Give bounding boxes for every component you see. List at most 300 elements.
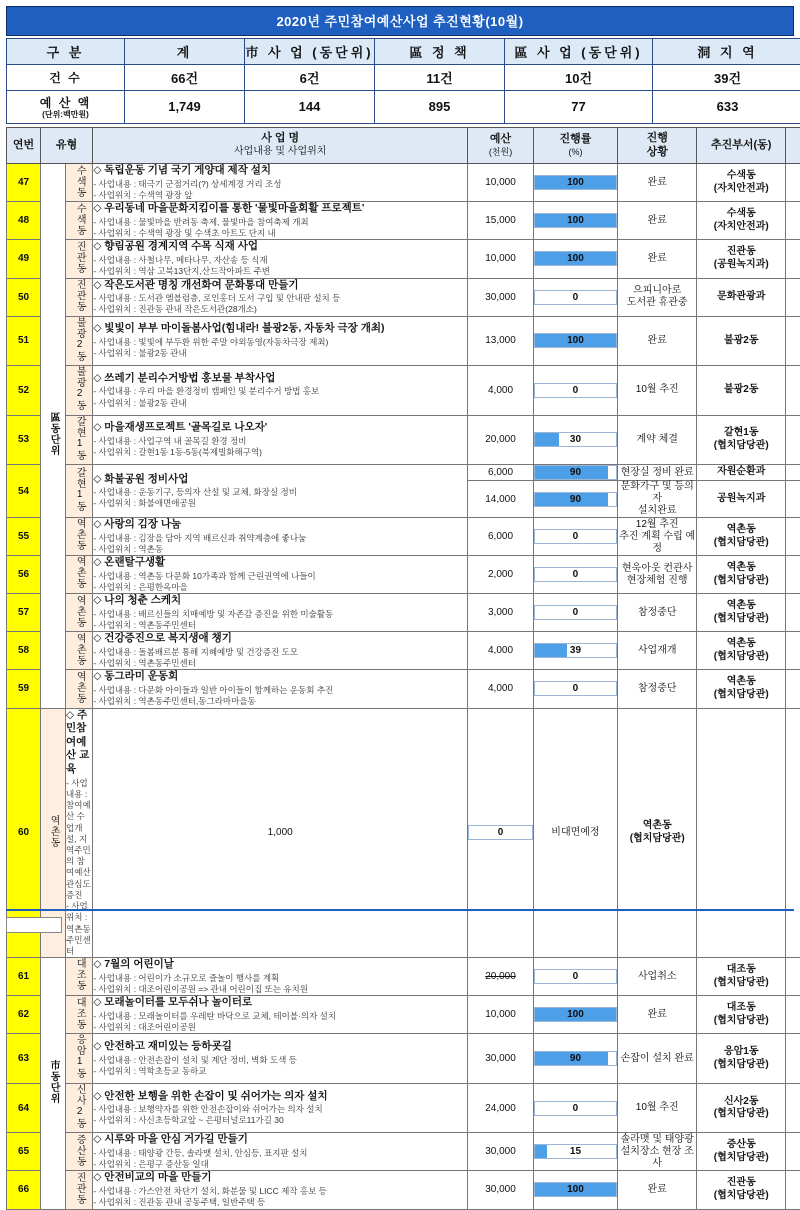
table-row bbox=[7, 1171, 800, 1209]
progress-bar bbox=[534, 529, 617, 544]
progress-cell bbox=[533, 518, 617, 556]
table-row bbox=[7, 1083, 800, 1133]
progress-value: 0 bbox=[535, 1102, 616, 1115]
progress-bar bbox=[534, 333, 617, 348]
project-description: - 사업내용 : 사업구역 내 골목길 환경 정비 - 사업위치 : 갈현1동 1동-5동(북제빌화해구역) bbox=[93, 436, 467, 458]
progress-cell bbox=[533, 202, 617, 240]
row-number: 51 bbox=[7, 316, 41, 366]
progress-cell bbox=[533, 1171, 617, 1209]
project-description: - 사업내용 : 역촌동 다문화 10가족과 함께 근린권역에 나들이 - 사업위치 : 은평한옥마을 bbox=[93, 571, 467, 593]
row-tail bbox=[786, 481, 800, 518]
project-name: ◇ 모래놀이터를 모두쉬나 놀이터로 bbox=[93, 996, 467, 1010]
progress-cell bbox=[533, 1034, 617, 1084]
row-tail bbox=[786, 958, 800, 996]
progress-value: 0 bbox=[469, 826, 532, 839]
project-description: - 사업내용 : 물빛마을 반려동 축제, 물빛마을 참여축제 개최 - 사업위치 : 수색역 광장 및 수색초 아트도 단지 내 bbox=[93, 217, 467, 239]
department-cell: 응암1동 (협치담당관) bbox=[697, 1034, 786, 1084]
budget-cell: 30,000 bbox=[468, 1133, 534, 1171]
project-name: ◇ 사랑의 김장 나눔 bbox=[93, 518, 467, 532]
progress-bar bbox=[534, 383, 617, 398]
project-name-cell bbox=[93, 164, 468, 202]
row-type: 대조동 bbox=[66, 958, 93, 996]
project-name: ◇ 향림공원 경계지역 수목 식재 사업 bbox=[93, 240, 467, 254]
status-cell: 완료 bbox=[617, 240, 696, 278]
row-type: 역촌동 bbox=[66, 594, 93, 632]
table-row bbox=[7, 958, 800, 996]
row-tail bbox=[786, 996, 800, 1034]
progress-cell bbox=[533, 481, 617, 518]
department-cell: 진관동 (협치담당관) bbox=[697, 1171, 786, 1209]
project-description: - 사업내용 : 운동기구, 등의자 산설 및 교체, 화장실 정비 - 사업위치 : 화불애면애공원 bbox=[93, 487, 467, 509]
progress-value: 30 bbox=[535, 433, 616, 446]
project-name-cell bbox=[93, 415, 468, 465]
project-name: ◇ 동그라미 운동회 bbox=[93, 670, 467, 684]
progress-bar bbox=[534, 213, 617, 228]
summary-header-cell-1: 계 bbox=[125, 39, 245, 65]
progress-cell bbox=[533, 632, 617, 670]
department-cell: 신사2동 (협치담당관) bbox=[697, 1083, 786, 1133]
project-description: - 사업내용 : 가스안전 차단기 설치, 화분물 및 LICC 제작 홍보 등 - 사업위치 : 진관동 관내 공동주택, 일반주택 등 bbox=[93, 1186, 467, 1208]
row-number: 58 bbox=[7, 632, 41, 670]
progress-value: 0 bbox=[535, 606, 616, 619]
progress-value: 0 bbox=[535, 384, 616, 397]
table-row bbox=[7, 415, 800, 465]
progress-value: 0 bbox=[535, 530, 616, 543]
progress-value: 90 bbox=[535, 493, 616, 506]
budget-cell: 15,000 bbox=[468, 202, 534, 240]
row-type: 불광2동 bbox=[66, 316, 93, 366]
budget-cell: 30,000 bbox=[468, 1171, 534, 1209]
col-header-name bbox=[93, 127, 468, 164]
col-header-progress bbox=[533, 127, 617, 164]
row-tail bbox=[786, 1034, 800, 1084]
progress-cell bbox=[533, 164, 617, 202]
project-description: - 사업내용 : 태양광 간등, 솔라맷 설치, 안심등, 표지판 설치 - 사업위치 : 은평구 증산동 일대 bbox=[93, 1148, 467, 1170]
project-description: - 사업내용 : 김장을 담아 지역 배르신과 취약계층에 좋나눔 - 사업위치 : 역촌동 bbox=[93, 533, 467, 555]
row-tail bbox=[786, 594, 800, 632]
progress-cell bbox=[533, 958, 617, 996]
progress-bar bbox=[534, 681, 617, 696]
table-row bbox=[7, 518, 800, 556]
project-description: - 사업내용 : 도서관 엠블럼층, 로인홍더 도서 구입 및 안내판 설치 등 - 사업위치 : 진관동 관내 작은도서관(28개소) bbox=[93, 293, 467, 315]
row-type: 진관동 bbox=[66, 278, 93, 316]
row-type: 역촌동 bbox=[41, 708, 66, 958]
project-description: - 사업내용 : 참여예산 수업개설, 지역주민의 참여예산 관심도 증진 - 사업위치 : 역촌동 주민센터 bbox=[66, 778, 92, 958]
table-row bbox=[7, 996, 800, 1034]
project-description: - 사업내용 : 보행약자를 위한 안전손잡이와 쉬어가는 의자 설치 - 사업위치 : 사신초등학교앞 ~ 은평터널로11가길 30 bbox=[93, 1104, 467, 1126]
budget-cell: 24,000 bbox=[468, 1083, 534, 1133]
summary-value-1-2: 895 bbox=[375, 91, 505, 124]
legend-swatch bbox=[6, 917, 62, 933]
row-type: 수색동 bbox=[66, 202, 93, 240]
col-header-status-main: 진행 bbox=[619, 132, 695, 146]
progress-bar bbox=[534, 251, 617, 266]
summary-value-1-3: 77 bbox=[505, 91, 653, 124]
row-type: 갈현1동 bbox=[66, 465, 93, 518]
project-name-cell bbox=[93, 465, 468, 518]
summary-header-cell-3: 區 정 책 bbox=[375, 39, 505, 65]
summary-row-count bbox=[7, 65, 800, 91]
project-name-cell bbox=[93, 1034, 468, 1084]
row-tail bbox=[786, 465, 800, 481]
projects-table-body bbox=[7, 164, 800, 1209]
progress-value: 90 bbox=[535, 1052, 616, 1065]
progress-bar bbox=[534, 1101, 617, 1116]
status-cell: 완료 bbox=[617, 316, 696, 366]
progress-cell bbox=[533, 556, 617, 594]
department-cell: 대조동 (협치담당관) bbox=[697, 958, 786, 996]
summary-row-label-1-main: 예 산 액 bbox=[40, 96, 91, 110]
row-number: 62 bbox=[7, 996, 41, 1034]
budget-cell: 30,000 bbox=[468, 278, 534, 316]
row-number: 66 bbox=[7, 1171, 41, 1209]
project-name-cell bbox=[93, 670, 468, 708]
progress-bar bbox=[534, 432, 617, 447]
table-row bbox=[7, 594, 800, 632]
summary-row-label-1-unit: (단위:백만원) bbox=[7, 111, 124, 120]
col-header-type: 유형 bbox=[41, 127, 93, 164]
status-cell: 계약 체결 bbox=[617, 415, 696, 465]
row-number: 53 bbox=[7, 415, 41, 465]
summary-header-cell-4: 區 사 업 (동단위) bbox=[505, 39, 653, 65]
progress-value: 0 bbox=[535, 970, 616, 983]
progress-bar bbox=[534, 290, 617, 305]
row-type: 응암1동 bbox=[66, 1034, 93, 1084]
project-name: ◇ 화불공원 정비사업 bbox=[93, 473, 467, 487]
page-title: 2020년 주민참여예산사업 추진현황(10월) bbox=[6, 6, 794, 36]
progress-bar bbox=[534, 969, 617, 984]
project-name-cell bbox=[93, 240, 468, 278]
row-tail bbox=[786, 670, 800, 708]
department-cell: 문화관광과 bbox=[697, 278, 786, 316]
row-type: 증산동 bbox=[66, 1133, 93, 1171]
table-row bbox=[7, 465, 800, 481]
status-cell: 문화가구 및 등의자 설치완료 bbox=[617, 481, 696, 518]
row-tail bbox=[786, 632, 800, 670]
budget-cell: 1,000 bbox=[93, 708, 468, 958]
row-number: 64 bbox=[7, 1083, 41, 1133]
progress-cell bbox=[533, 366, 617, 416]
progress-value: 100 bbox=[535, 334, 616, 347]
status-cell: 완료 bbox=[617, 996, 696, 1034]
row-tail bbox=[786, 202, 800, 240]
row-number: 59 bbox=[7, 670, 41, 708]
projects-table bbox=[6, 127, 800, 1210]
row-number: 54 bbox=[7, 465, 41, 518]
col-header-no: 연번 bbox=[7, 127, 41, 164]
department-cell: 수색동 (자치안전과) bbox=[697, 202, 786, 240]
department-cell: 증산동 (협치담당관) bbox=[697, 1133, 786, 1171]
row-type: 수색동 bbox=[66, 164, 93, 202]
status-cell: 으피니아로 도서관 휴관중 bbox=[617, 278, 696, 316]
row-tail bbox=[786, 278, 800, 316]
progress-value: 100 bbox=[535, 1008, 616, 1021]
row-type: 역촌동 bbox=[66, 632, 93, 670]
budget-cell: 20,000 bbox=[468, 415, 534, 465]
department-cell: 역촌동 (협치담당관) bbox=[697, 670, 786, 708]
department-cell: 진관동 (공원녹지과) bbox=[697, 240, 786, 278]
progress-value: 100 bbox=[535, 214, 616, 227]
budget-cell: 10,000 bbox=[468, 996, 534, 1034]
progress-value: 0 bbox=[535, 568, 616, 581]
table-row bbox=[7, 202, 800, 240]
status-cell: 완료 bbox=[617, 164, 696, 202]
project-name-cell bbox=[93, 366, 468, 416]
summary-header-row bbox=[7, 39, 800, 65]
project-description: - 사업내용 : 안전손잡이 설치 및 계단 정비, 벽화 도색 등 - 사업위치 : 역학초등교 동하교 bbox=[93, 1055, 467, 1077]
project-name: ◇ 주민참여예산 교육 bbox=[66, 709, 92, 777]
summary-header-cell-0: 구 분 bbox=[7, 39, 125, 65]
progress-cell bbox=[533, 316, 617, 366]
row-tail bbox=[786, 518, 800, 556]
row-type: 진관동 bbox=[66, 1171, 93, 1209]
col-header-dept: 추진부서(동) bbox=[697, 127, 786, 164]
status-cell: 손잡이 설치 완료 bbox=[617, 1034, 696, 1084]
row-type: 역촌동 bbox=[66, 670, 93, 708]
progress-bar bbox=[534, 1051, 617, 1066]
row-number: 52 bbox=[7, 366, 41, 416]
col-header-status-sub: 상황 bbox=[619, 146, 695, 160]
row-type: 신사2동 bbox=[66, 1083, 93, 1133]
status-cell: 사업취소 bbox=[617, 958, 696, 996]
row-number: 55 bbox=[7, 518, 41, 556]
project-name-cell bbox=[93, 996, 468, 1034]
col-header-progress-sub: (%) bbox=[535, 147, 616, 158]
project-name-cell bbox=[93, 958, 468, 996]
row-number: 60 bbox=[7, 708, 41, 958]
project-name: ◇ 작은도서관 명칭 개선화여 문화통대 만들기 bbox=[93, 279, 467, 293]
table-row bbox=[7, 556, 800, 594]
progress-bar bbox=[534, 605, 617, 620]
progress-cell bbox=[533, 240, 617, 278]
budget-cell: 6,000 bbox=[468, 518, 534, 556]
table-row bbox=[7, 670, 800, 708]
department-cell: 수색동 (자치안전과) bbox=[697, 164, 786, 202]
progress-value: 100 bbox=[535, 176, 616, 189]
summary-body bbox=[7, 39, 800, 124]
project-description: - 사업내용 : 모래놀이터를 우레탄 바닥으로 교체, 테이블·의자 설치 - 사업위치 : 대조어린이공원 bbox=[93, 1011, 467, 1033]
progress-cell bbox=[533, 278, 617, 316]
col-header-name-sub: 사업내용 및 사업위치 bbox=[94, 146, 466, 159]
project-name-cell bbox=[93, 316, 468, 366]
progress-bar bbox=[534, 643, 617, 658]
row-tail bbox=[786, 366, 800, 416]
col-header-budget-main: 예산 bbox=[469, 133, 532, 147]
group-label: 區동단위 bbox=[41, 164, 66, 708]
row-type: 불광2동 bbox=[66, 366, 93, 416]
project-name-cell bbox=[93, 202, 468, 240]
project-description: - 사업내용 : 배르신들의 치매예방 및 자존감 증진을 위한 미술활동 - 사업위치 : 역촌동주민센터 bbox=[93, 609, 467, 631]
col-header-tail bbox=[786, 127, 800, 164]
row-number: 63 bbox=[7, 1034, 41, 1084]
table-row bbox=[7, 316, 800, 366]
progress-bar bbox=[534, 1182, 617, 1197]
project-name: ◇ 독립운동 기념 국기 게양대 제작 설치 bbox=[93, 164, 467, 178]
row-tail bbox=[786, 1083, 800, 1133]
project-description: - 사업내용 : 빛빛에 부두환 위한 주말 야외동영(자동차극장 제최) - 사업위치 : 불광2동 관내 bbox=[93, 337, 467, 359]
department-cell: 자원순환과 bbox=[697, 465, 786, 481]
project-description: - 사업내용 : 다문화 아이들과 일반 아이들이 함께하는 운동회 추진 - 사업위치 : 역촌동주민센터,동그라마마을동 bbox=[93, 685, 467, 707]
status-cell: 사업재개 bbox=[617, 632, 696, 670]
project-name: ◇ 안전한 보행을 위한 손잡이 및 쉬어가는 의자 설치 bbox=[93, 1090, 467, 1104]
department-cell: 불광2동 bbox=[697, 366, 786, 416]
budget-cell: 13,000 bbox=[468, 316, 534, 366]
projects-header-row bbox=[7, 127, 800, 164]
project-description: - 사업내용 : 태극기 군점거리(?) 상세계경 거리 조성 - 사업위치 : 수색역 광장 앞 bbox=[93, 179, 467, 201]
row-type: 갈현1동 bbox=[66, 415, 93, 465]
progress-cell bbox=[533, 996, 617, 1034]
row-tail bbox=[786, 316, 800, 366]
budget-cell: 10,000 bbox=[468, 164, 534, 202]
budget-cell: 10,000 bbox=[468, 240, 534, 278]
department-cell: 갈현1동 (협치담당관) bbox=[697, 415, 786, 465]
row-type: 진관동 bbox=[66, 240, 93, 278]
summary-row-label-1 bbox=[7, 91, 125, 124]
project-name: ◇ 나의 청춘 스케치 bbox=[93, 594, 467, 608]
summary-value-1-0: 1,749 bbox=[125, 91, 245, 124]
project-description: - 사업내용 : 돌봄배르분 통해 지혜예방 및 건강증진 도모 - 사업위치 : 역촌동주민센터 bbox=[93, 647, 467, 669]
progress-cell bbox=[533, 594, 617, 632]
progress-cell bbox=[533, 465, 617, 481]
row-number: 56 bbox=[7, 556, 41, 594]
project-name: ◇ 안전하고 재미있는 등하굣길 bbox=[93, 1040, 467, 1054]
project-name-cell bbox=[93, 594, 468, 632]
progress-cell bbox=[533, 415, 617, 465]
status-cell: 솔라맷 및 태양광 설치장소 현장 조사 bbox=[617, 1133, 696, 1171]
project-description: - 사업내용 : 사철나무, 메타나무, 자산송 등 식재 - 사업위치 : 역삼 고북13단지,산드작아파트 주변 bbox=[93, 255, 467, 277]
progress-bar bbox=[468, 825, 533, 840]
row-type: 대조동 bbox=[66, 996, 93, 1034]
project-name: ◇ 안전비교의 마을 만들기 bbox=[93, 1171, 467, 1185]
col-header-budget bbox=[468, 127, 534, 164]
row-tail bbox=[786, 415, 800, 465]
summary-header-cell-2: 市 사 업 (동단위) bbox=[245, 39, 375, 65]
summary-value-1-1: 144 bbox=[245, 91, 375, 124]
summary-header-cell-5: 洞 지 역 bbox=[653, 39, 800, 65]
department-cell: 불광2동 bbox=[697, 316, 786, 366]
status-cell: 10월 추진 bbox=[617, 366, 696, 416]
row-tail bbox=[786, 1133, 800, 1171]
progress-value: 0 bbox=[535, 682, 616, 695]
progress-value: 0 bbox=[535, 291, 616, 304]
table-row bbox=[7, 366, 800, 416]
budget-cell: 30,000 bbox=[468, 1034, 534, 1084]
progress-value: 100 bbox=[535, 252, 616, 265]
group-label: 市동단위 bbox=[41, 958, 66, 1209]
budget-cell: 6,000 bbox=[468, 465, 534, 481]
project-name-cell bbox=[93, 1133, 468, 1171]
budget-cell: 4,000 bbox=[468, 670, 534, 708]
row-number: 47 bbox=[7, 164, 41, 202]
status-cell: 12월 추진 추진 계획 수립 예정 bbox=[617, 518, 696, 556]
col-header-progress-main: 진행률 bbox=[535, 133, 616, 147]
project-name-cell bbox=[93, 518, 468, 556]
row-tail bbox=[786, 164, 800, 202]
budget-cell: 2,000 bbox=[468, 556, 534, 594]
progress-value: 39 bbox=[535, 644, 616, 657]
project-name: ◇ 쓰레기 분리수거방법 홍보물 부착사업 bbox=[93, 372, 467, 386]
progress-value: 15 bbox=[535, 1145, 616, 1158]
project-name-cell bbox=[93, 1171, 468, 1209]
col-header-budget-sub: (천원) bbox=[469, 147, 532, 158]
project-name: ◇ 시루와 마을 안심 거가길 만들기 bbox=[93, 1133, 467, 1147]
summary-value-0-4: 39건 bbox=[653, 65, 800, 91]
col-header-name-main: 사 업 명 bbox=[94, 132, 466, 146]
table-row bbox=[7, 164, 800, 202]
progress-cell bbox=[533, 670, 617, 708]
row-number: 57 bbox=[7, 594, 41, 632]
project-name: ◇ 건강증진으로 복지생애 챙기 bbox=[93, 632, 467, 646]
status-cell: 완료 bbox=[617, 202, 696, 240]
summary-value-0-2: 11건 bbox=[375, 65, 505, 91]
project-description: - 사업내용 : 어린이가 소규모로 즐놀이 행사를 계획 - 사업위치 : 대조어린이공원 => 관내 어린이집 또는 유치원 bbox=[93, 973, 467, 995]
progress-bar bbox=[534, 1144, 617, 1159]
row-number: 48 bbox=[7, 202, 41, 240]
project-name-cell bbox=[93, 278, 468, 316]
row-type: 역촌동 bbox=[66, 518, 93, 556]
project-name: ◇ 마을재생프로젝트 '골목길로 나오자' bbox=[93, 421, 467, 435]
department-cell: 대조동 (협치담당관) bbox=[697, 996, 786, 1034]
status-cell: 현욱아웃 컨관사 현장체험 진행 bbox=[617, 556, 696, 594]
project-name: ◇ 우리동네 마을문화지킴이를 통한 '물빛마을회활 프로젝트' bbox=[93, 202, 467, 216]
progress-value: 90 bbox=[535, 466, 616, 479]
progress-bar bbox=[534, 567, 617, 582]
project-name: ◇ 빛빛이 부부 마이돌봄사업(힘내라! 불광2동, 자동차 극장 개최) bbox=[93, 322, 467, 336]
col-header-status bbox=[617, 127, 696, 164]
progress-cell bbox=[533, 1133, 617, 1171]
progress-bar bbox=[534, 1007, 617, 1022]
budget-cell: 20,000 bbox=[468, 958, 534, 996]
row-number: 49 bbox=[7, 240, 41, 278]
status-cell: 참정중단 bbox=[617, 594, 696, 632]
progress-bar bbox=[534, 492, 617, 507]
row-type: 역촌동 bbox=[66, 556, 93, 594]
summary-value-0-1: 6건 bbox=[245, 65, 375, 91]
summary-value-0-3: 10건 bbox=[505, 65, 653, 91]
progress-bar bbox=[534, 465, 617, 480]
progress-bar bbox=[534, 175, 617, 190]
table-row bbox=[7, 278, 800, 316]
department-cell: 역촌동 (협치담당관) bbox=[697, 556, 786, 594]
table-row bbox=[7, 1034, 800, 1084]
summary-table bbox=[6, 38, 800, 124]
projects-table-head bbox=[7, 127, 800, 164]
status-cell: 참정중단 bbox=[617, 670, 696, 708]
project-name: ◇ 온랜탈구생활 bbox=[93, 556, 467, 570]
project-name: ◇ 7월의 어린이날 bbox=[93, 958, 467, 972]
project-name-cell bbox=[93, 1083, 468, 1133]
budget-cell: 4,000 bbox=[468, 632, 534, 670]
progress-cell bbox=[533, 1083, 617, 1133]
progress-value: 100 bbox=[535, 1183, 616, 1196]
department-cell: 역촌동 (협치담당관) bbox=[697, 632, 786, 670]
status-cell: 현장실 정비 완료 bbox=[617, 465, 696, 481]
budget-cell: 4,000 bbox=[468, 366, 534, 416]
row-number: 65 bbox=[7, 1133, 41, 1171]
project-name-cell bbox=[93, 556, 468, 594]
summary-value-0-0: 66건 bbox=[125, 65, 245, 91]
footer-legend bbox=[6, 909, 794, 933]
row-tail bbox=[786, 556, 800, 594]
summary-row-label-0: 건 수 bbox=[7, 65, 125, 91]
row-tail bbox=[786, 240, 800, 278]
project-description: - 사업내용 : 우리 마을 환경정비 캠페인 및 분리수거 방법 홍보 - 사업위치 : 불광2동 관내 bbox=[93, 386, 467, 408]
table-row bbox=[7, 240, 800, 278]
department-cell: 역촌동 (협치담당관) bbox=[697, 594, 786, 632]
row-number: 61 bbox=[7, 958, 41, 996]
status-cell: 완료 bbox=[617, 1171, 696, 1209]
budget-cell: 3,000 bbox=[468, 594, 534, 632]
